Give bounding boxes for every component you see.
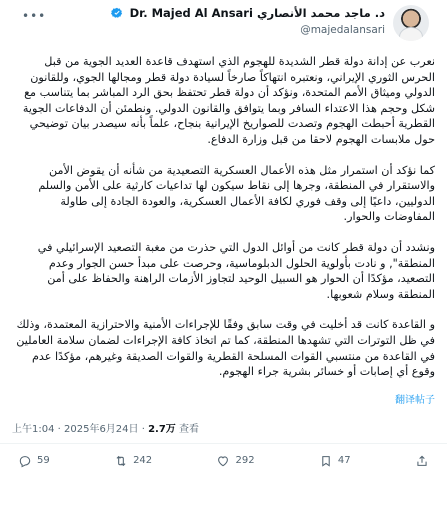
- views-count: 2.7万: [148, 423, 176, 435]
- author-name-row[interactable]: [65, 6, 385, 23]
- tweet-paragraph: و القاعدة كانت قد أخليت في وقت سابق وفقًا للإجراءات الأمنية والاحترازية المعتمدة، وذلك في ظل التوترات التي تشهدها المنطقة، كما تم اتخاذ كافة الإجراءات لضمان سلامة العاملين في القاعدة من منتسبي القوات المسلحة القطرية والقوات الصديقة وغيرهم، مؤكدًا عدم وقوع أي إصابات أو خسائر بشرية جراء الهجوم.: [16, 318, 435, 379]
- share-icon: [415, 454, 429, 468]
- tweet-paragraph: ونشدد أن دولة قطر كانت من أوائل الدول التي حذرت من مغبة التصعيد الإسرائيلي في المنطقة", و نادت بأولوية الحلول الدبلوماسية، وحرصت على مبدأ حسن الجوار وعدم التصعيد، مؤكدًا أن الحوار هو السبيل الوحيد لتجاوز الأزمات الراهنة والحفاظ على أمن المنطقة وسلام شعوبها.: [37, 240, 435, 301]
- avatar[interactable]: [393, 5, 429, 41]
- share-button[interactable]: [415, 454, 429, 468]
- bookmark-icon: [319, 454, 333, 468]
- retweet-count: 242: [133, 455, 153, 467]
- more-options-icon[interactable]: •••: [22, 9, 47, 23]
- tweet-timestamp[interactable]: 上午1:04 · 2025年6月24日 ·: [12, 423, 149, 435]
- author-handle[interactable]: @majedalansari: [300, 24, 385, 36]
- translate-post-link[interactable]: 翻译帖子: [395, 394, 435, 406]
- like-button[interactable]: [216, 454, 254, 468]
- tweet-paragraph: نعرب عن إدانة دولة قطر الشديدة للهجوم الذي استهدف قاعدة العديد الجوية من قبل الحرس الثوري الإيراني، ونعتبره انتهاكاً صارخاً لسيادة دولة قطر ومجالها الجوي، وللقانون الدولي وميثاق الأمم المتحدة، ونؤكد أن دولة قطر تحتفظ بحق الرد المباشر بما يتناسب مع شكل وحجم هذا الاعتداء السافر وبما يتوافق والقانون الدولي. ونطمئن أن الدفاعات الجوية القطرية أحبطت الهجوم وتصدت للصواريخ الإيرانية بنجاح، علماً بأنه سيصدر بيان توضيحي حول ملابسات الهجوم لاحقا من قبل وزارة الدفاع.: [22, 55, 435, 146]
- reply-button[interactable]: [18, 454, 50, 468]
- views-label: 查看: [175, 423, 199, 435]
- bookmark-count: 47: [337, 455, 351, 467]
- tweet-meta: [10, 420, 437, 435]
- retweet-icon: [114, 454, 128, 468]
- author-info[interactable]: [65, 6, 385, 38]
- heart-icon: [216, 454, 230, 468]
- reply-icon: [18, 454, 32, 468]
- retweet-button[interactable]: [114, 454, 152, 468]
- verified-badge-icon: [111, 7, 123, 23]
- action-bar: [10, 444, 437, 478]
- author-display-name[interactable]: د. ماجد محمد الأنصاري Dr. Majed Al Ansari: [129, 6, 385, 20]
- tweet-header: [10, 0, 437, 46]
- tweet-paragraph: كما نؤكد أن استمرار مثل هذه الأعمال العسكرية التصعيدية من شأنه أن يقوض الأمن والاستقرار في المنطقة، وجرها إلى نقاط سيكون لها تداعيات كارثية على الأمن والسلم الدوليين، داعيًا إلى وقف فوري لكافة الأعمال العسكرية، والعودة الجادة إلى طاولة المفاوضات والحوار.: [38, 163, 435, 224]
- tweet-text: [10, 54, 437, 380]
- reply-count: 59: [37, 455, 50, 467]
- bookmark-button[interactable]: [319, 454, 351, 468]
- like-count: 292: [235, 455, 255, 467]
